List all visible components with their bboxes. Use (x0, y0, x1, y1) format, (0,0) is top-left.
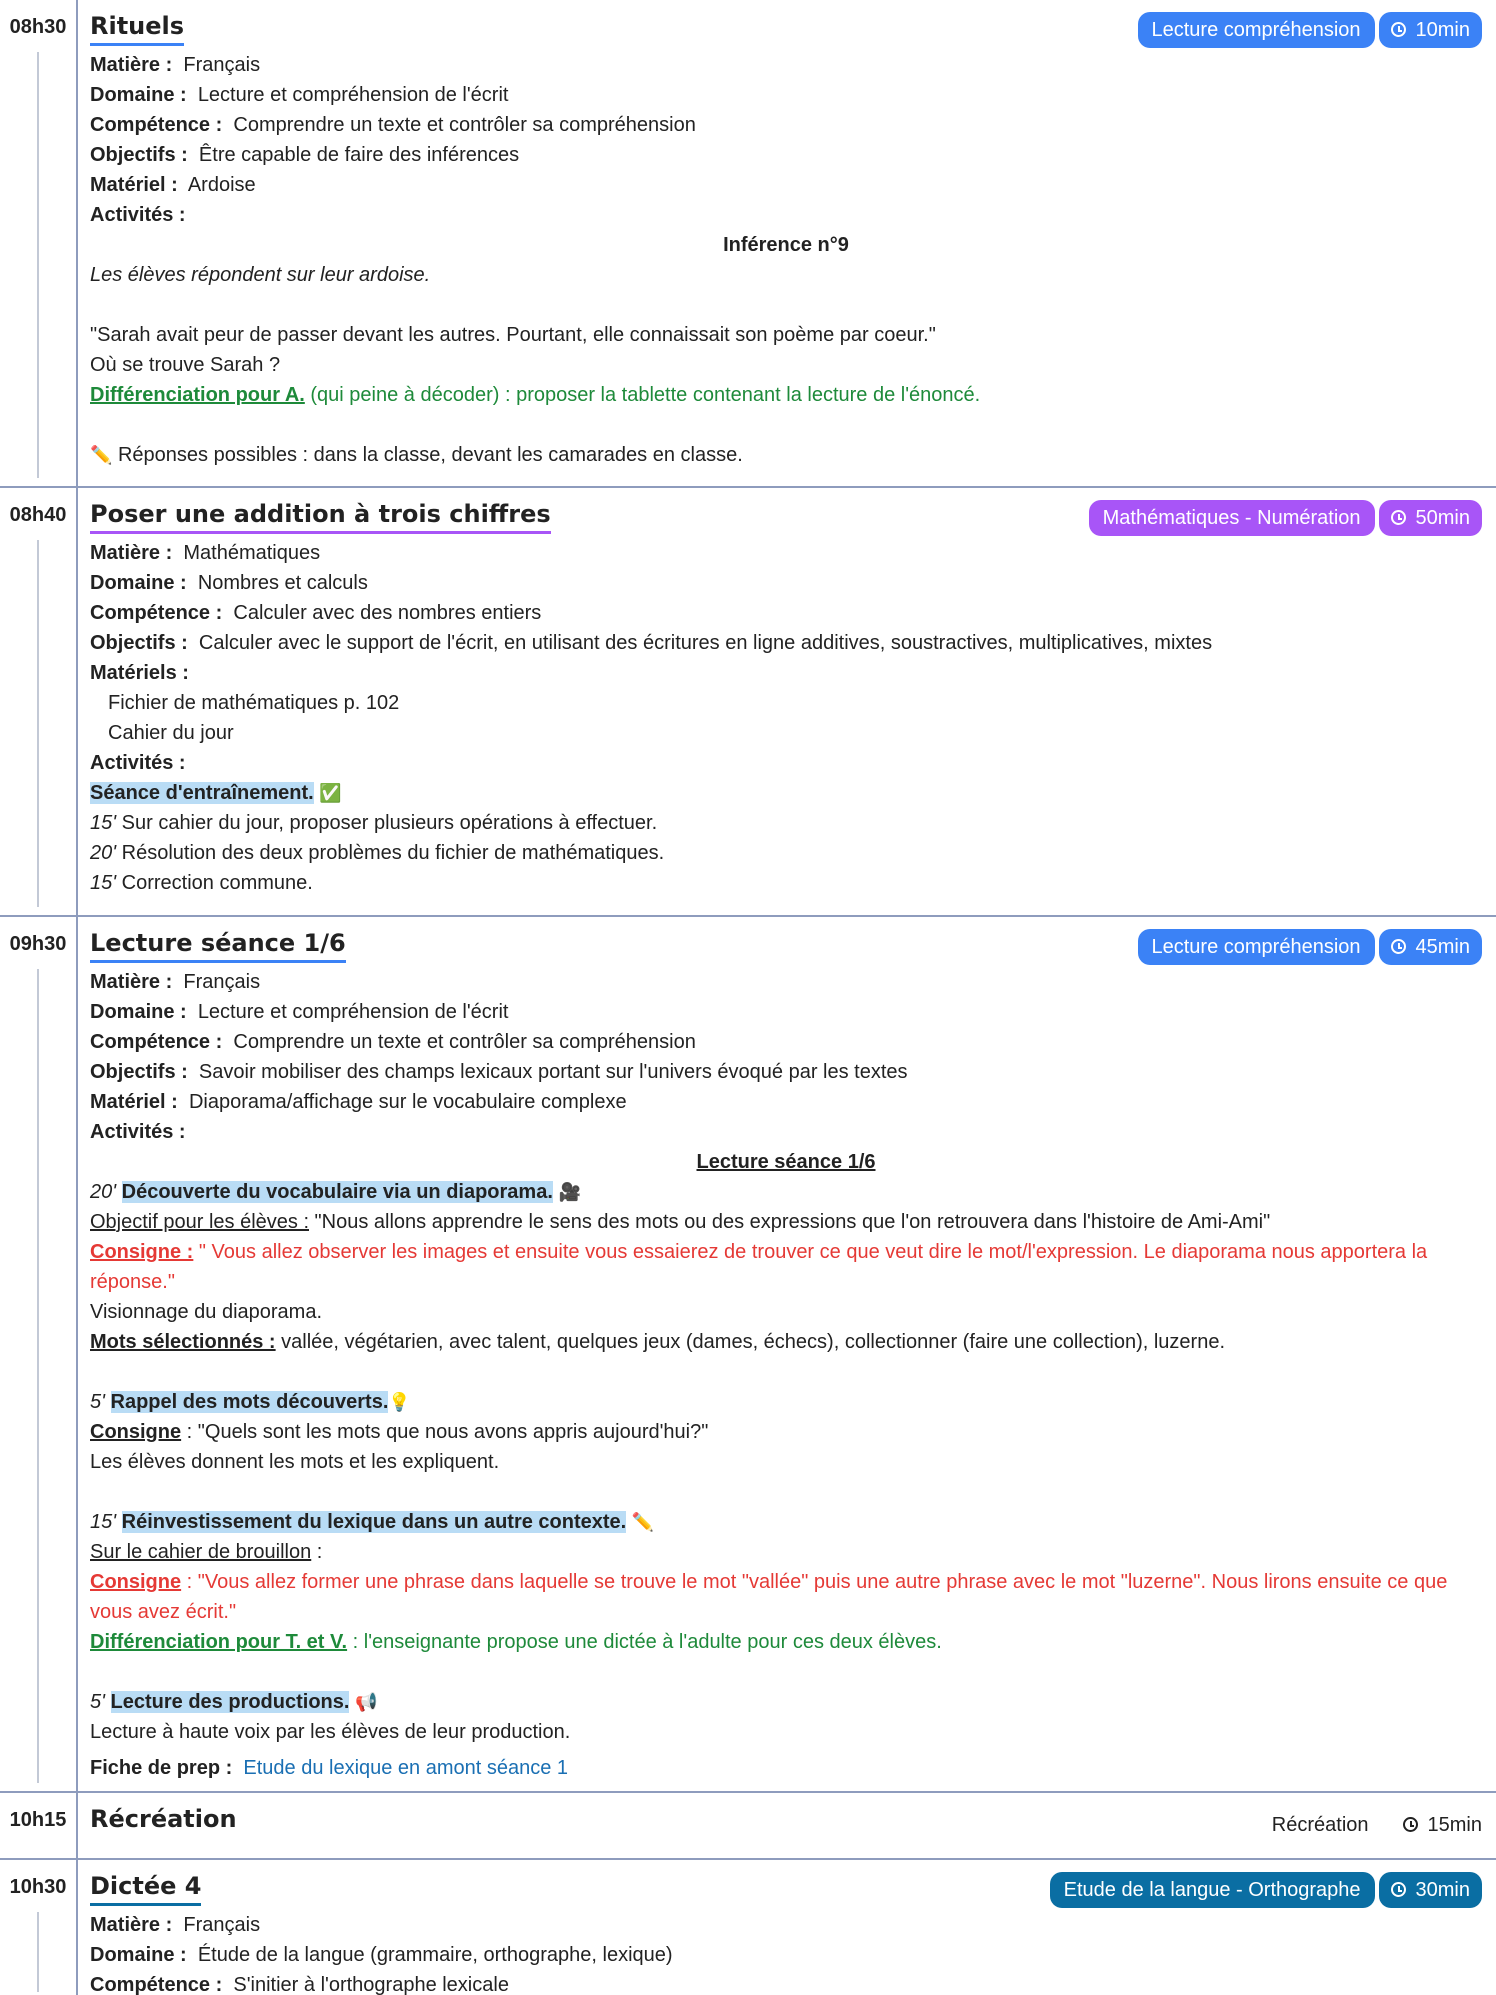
activity-heading: Lecture séance 1/6 (696, 1151, 876, 1173)
domaine-row: Domaine : Lecture et compréhension de l'écrit (90, 1001, 509, 1023)
consigne-note: Consigne : "Vous allez former une phrase dans laquelle se trouve le mot "vallée" puis une autre phrase avec le mot "luzerne". Nous lirons ensuite ce que vous avez écrit." (90, 1571, 1448, 1623)
matiere-row: Matière : Français (90, 1914, 261, 1936)
visionnage-note: Visionnage du diaporama. (90, 1301, 323, 1323)
activites-label: Activités : (90, 1121, 186, 1143)
timeline-divider (76, 917, 78, 1791)
clock-icon (1391, 22, 1406, 37)
duration-badge[interactable]: 45min (1379, 929, 1482, 965)
timeline-inner-line (37, 1912, 39, 1992)
consigne-note: Consigne : "Quels sont les mots que nous avons appris aujourd'hui?" (90, 1421, 709, 1443)
matiere-row: Matière : Français (90, 971, 261, 993)
activity-question: Où se trouve Sarah ? (90, 354, 281, 376)
category-badge[interactable]: Lecture compréhension (1138, 929, 1375, 965)
session-title[interactable]: Lecture séance 1/6 (90, 927, 346, 963)
phase-heading: 20' Découverte du vocabulaire via un diaporama. 🎥 (90, 1177, 1482, 1207)
session-block (0, 0, 1496, 488)
support-note: Sur le cahier de brouillon : (90, 1541, 323, 1563)
timeline-divider (76, 488, 78, 915)
duration-badge[interactable]: 30min (1379, 1872, 1482, 1908)
phase-text: Lecture à haute voix par les élèves de leur production. (90, 1721, 571, 1743)
timeline-divider (76, 1793, 78, 1858)
session-time: 08h30 (9, 16, 67, 38)
objective-note: Objectif pour les élèves : "Nous allons apprendre le sens des mots ou des expressions que l'on retrouvera dans l'histoire de Ami-Ami" (90, 1211, 1271, 1233)
category-badge[interactable]: Etude de la langue - Orthographe (1050, 1872, 1375, 1908)
materiel-item: Cahier du jour (108, 722, 234, 744)
session-block (0, 917, 1496, 1793)
seance-heading: Séance d'entraînement. ✅ (90, 778, 1482, 808)
timeline-inner-line (37, 540, 39, 907)
pencil-icon: ✏️ (90, 445, 113, 465)
pencil-icon: ✏️ (631, 1512, 655, 1532)
objectifs-row: Objectifs : Savoir mobiliser des champs lexicaux portant sur l'univers évoqué par les textes (90, 1061, 908, 1083)
timeline-inner-line (37, 52, 39, 478)
session-block (0, 488, 1496, 917)
phase-text: Les élèves donnent les mots et les expliquent. (90, 1451, 500, 1473)
duration-label: 15min (1403, 1807, 1482, 1843)
session-time: 08h40 (9, 504, 67, 526)
session-title[interactable]: Dictée 4 (90, 1870, 201, 1906)
session-time: 10h30 (9, 1876, 67, 1898)
category-badge[interactable]: Lecture compréhension (1138, 12, 1375, 48)
consigne-note: Consigne : " Vous allez observer les images et ensuite vous essaierez de trouver ce que veut dire le mot/l'expression. Le diaporama nous apportera la réponse." (90, 1241, 1428, 1293)
duration-badge[interactable]: 50min (1379, 500, 1482, 536)
clock-icon (1391, 1882, 1406, 1897)
lightbulb-icon: 💡 (388, 1392, 411, 1412)
timeline-divider (76, 1860, 78, 1995)
clock-icon (1391, 939, 1406, 954)
category-badge[interactable]: Mathématiques - Numération (1089, 500, 1375, 536)
activity-quote: "Sarah avait peur de passer devant les autres. Pourtant, elle connaissait son poème par coeur." (90, 324, 936, 346)
activites-label: Activités : (90, 752, 186, 774)
domaine-row: Domaine : Nombres et calculs (90, 572, 368, 594)
timeline-inner-line (37, 969, 39, 1783)
activity-step: 20' Résolution des deux problèmes du fichier de mathématiques. (90, 842, 665, 864)
fiche-prep-link[interactable]: Etude du lexique en amont séance 1 (243, 1757, 569, 1779)
phase-heading: 5' Rappel des mots découverts.💡 (90, 1387, 1482, 1417)
domaine-row: Domaine : Étude de la langue (grammaire, orthographe, lexique) (90, 1944, 673, 1966)
clock-icon (1391, 510, 1406, 525)
activity-step: 15' Correction commune. (90, 872, 313, 894)
competence-row: Compétence : Comprendre un texte et contrôler sa compréhension (90, 1031, 696, 1053)
check-icon: ✅ (319, 783, 342, 803)
session-time: 10h15 (9, 1809, 67, 1831)
differentiation-note: Différenciation pour A. (qui peine à décoder) : proposer la tablette contenant la lecture de l'énoncé. (90, 384, 981, 406)
objectifs-row: Objectifs : Être capable de faire des inférences (90, 144, 520, 166)
session-time: 09h30 (9, 933, 67, 955)
session-title[interactable]: Poser une addition à trois chiffres (90, 498, 551, 534)
competence-row: Compétence : Comprendre un texte et contrôler sa compréhension (90, 114, 696, 136)
differentiation-note: Différenciation pour T. et V. : l'enseignante propose une dictée à l'adulte pour ces deux élèves. (90, 1631, 942, 1653)
competence-row: Compétence : S'initier à l'orthographe lexicale (90, 1974, 509, 1995)
materiel-item: Fichier de mathématiques p. 102 (108, 692, 400, 714)
domaine-row: Domaine : Lecture et compréhension de l'écrit (90, 84, 509, 106)
activity-step: 15' Sur cahier du jour, proposer plusieurs opérations à effectuer. (90, 812, 658, 834)
phase-heading: 15' Réinvestissement du lexique dans un autre contexte. ✏️ (90, 1507, 1482, 1537)
duration-badge[interactable]: 10min (1379, 12, 1482, 48)
activites-label: Activités : (90, 204, 186, 226)
mots-note: Mots sélectionnés : vallée, végétarien, avec talent, quelques jeux (dames, échecs), collectionner (faire une collection), luzerne. (90, 1331, 1226, 1353)
clock-icon (1403, 1817, 1418, 1832)
phase-heading: 5' Lecture des productions. 📢 (90, 1687, 1482, 1717)
activity-intro: Les élèves répondent sur leur ardoise. (90, 264, 431, 286)
video-camera-icon: 🎥 (558, 1182, 581, 1202)
session-block (0, 1793, 1496, 1860)
matiere-row: Matière : Mathématiques (90, 542, 321, 564)
materiel-row: Matériel : Ardoise (90, 174, 256, 196)
activity-heading: Inférence n°9 (723, 234, 849, 256)
timeline-divider (76, 0, 78, 486)
answer-note: ✏️ Réponses possibles : dans la classe, devant les camarades en classe. (90, 440, 1482, 470)
megaphone-icon: 📢 (355, 1692, 378, 1712)
session-title[interactable]: Récréation (90, 1805, 237, 1833)
matiere-row: Matière : Français (90, 54, 261, 76)
fiche-prep-row: Fiche de prep : Etude du lexique en amont séance 1 (90, 1757, 569, 1779)
materiel-row: Matériel : Diaporama/affichage sur le vocabulaire complexe (90, 1091, 627, 1113)
materiels-label: Matériels : (90, 662, 189, 684)
category-label: Récréation (1271, 1814, 1369, 1836)
session-block (0, 1860, 1496, 1995)
session-title[interactable]: Rituels (90, 10, 184, 46)
competence-row: Compétence : Calculer avec des nombres entiers (90, 602, 542, 624)
objectifs-row: Objectifs : Calculer avec le support de l'écrit, en utilisant des écritures en ligne additives, soustractives, multiplicatives, mixtes (90, 632, 1213, 654)
